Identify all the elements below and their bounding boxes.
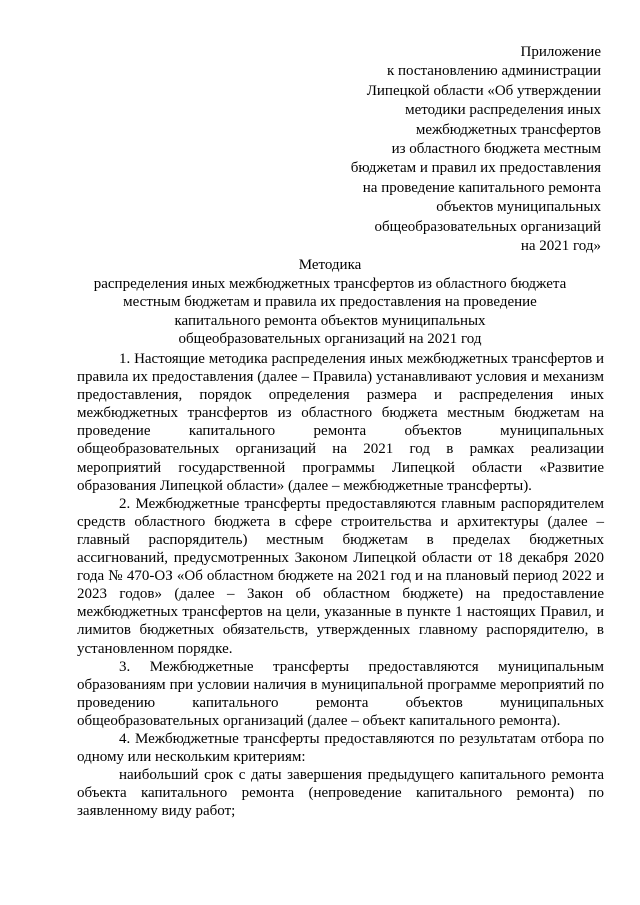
title-line: местным бюджетам и правила их предоставления на проведение (123, 294, 537, 311)
title-line: распределения иных межбюджетных трансфертов из областного бюджета (93, 275, 567, 292)
appendix-line: методики распределения иных (405, 102, 601, 119)
title-line: капитального ремонта объектов муниципальных (174, 312, 486, 329)
criterion-1: наибольший срок с даты завершения предыдущего капитального ремонта объекта капитального ремонта (непроведение капитального ремонта) по заявленному виду работ; (77, 767, 604, 820)
paragraph-1: 1. Настоящие методика распределения иных межбюджетных трансфертов и правила их предоставления (далее – Правила) устанавливают условия и механизм предоставления, порядок определения размера и распределения иных межбюджетных трансфертов из областного бюджета местным бюджетам на проведение капитального ремонта объектов муниципальных общеобразовательных организаций на 2021 год в рамках реализации мероприятий государственной программы Липецкой области «Развитие образования Липецкой области» (далее – межбюджетные трансферты). (77, 351, 604, 494)
appendix-line: межбюджетных трансфертов (415, 121, 601, 138)
appendix-line: Приложение (520, 44, 601, 60)
appendix-line: из областного бюджета местным (391, 141, 601, 158)
appendix-line: объектов муниципальных (436, 199, 601, 216)
paragraph-4: 4. Межбюджетные трансферты предоставляются по результатам отбора по одному или нескольким критериям: (77, 730, 604, 766)
appendix-line: на 2021 год» (520, 238, 601, 255)
appendix-line: бюджетам и правил их предоставления (350, 160, 601, 177)
appendix-line: к постановлению администрации (386, 63, 601, 80)
title-line: общеобразовательных организаций на 2021 год (178, 331, 482, 348)
appendix-line: общеобразовательных организаций (374, 218, 601, 235)
title-heading: Методика (298, 257, 362, 273)
document-body (77, 350, 604, 820)
appendix-line: на проведение капитального ремонта (362, 179, 601, 196)
paragraph-2: 2. Межбюджетные трансферты предоставляются главным распорядителем средств областного бюджета в сфере строительства и архитектуры (далее – главный распорядитель) местным бюджетам в пределах бюджетных ассигнований, предусмотренных Законом Липецкой области от 18 декабря 2020 года № 470-ОЗ «Об областном бюджете на 2021 год и на плановый период 2022 и 2023 годов» (далее – Закон об областном бюджете) на предоставление межбюджетных трансфертов на цели, указанные в пункте 1 настоящих Правил, и лимитов бюджетных обязательств, утвержденных главному распорядителю, в установленном порядке. (77, 495, 604, 657)
paragraph-3: 3. Межбюджетные трансферты предоставляются муниципальным образованиям при условии наличия в муниципальной программе мероприятий по проведению капитального ремонта объектов муниципальных общеобразовательных организаций (далее – объект капитального ремонта). (77, 658, 604, 729)
appendix-header (301, 43, 601, 256)
appendix-line: Липецкой области «Об утверждении (366, 82, 601, 99)
document-title (60, 256, 600, 349)
